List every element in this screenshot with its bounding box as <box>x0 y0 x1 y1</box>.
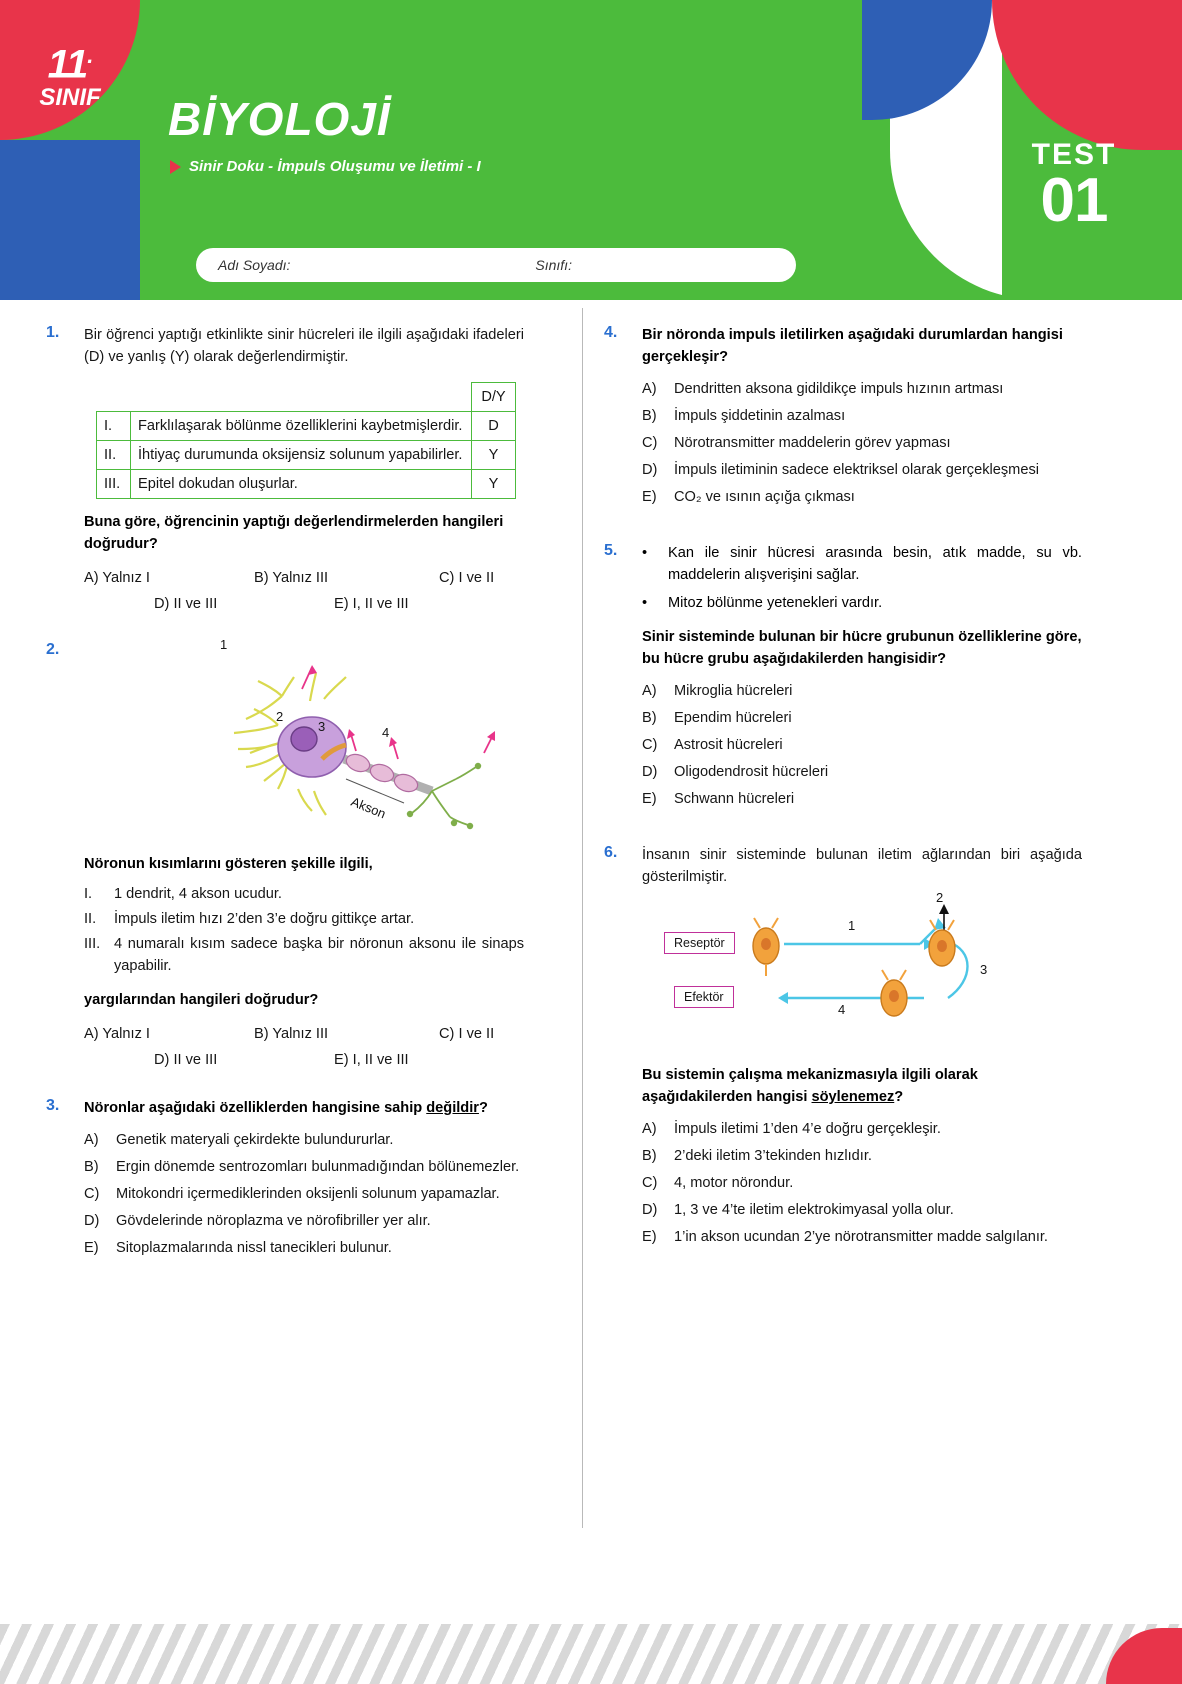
row-roman: II. <box>97 441 131 470</box>
option-letter: E) <box>642 791 657 807</box>
option-text: Genetik materyali çekirdekte bulundururlar. <box>116 1132 394 1148</box>
question-3-lead-underline: değildir <box>426 1100 479 1116</box>
option-text: Mitokondri içermediklerinden oksijenli solunum yapamazlar. <box>116 1186 500 1202</box>
option-text: 2’deki iletim 3’tekinden hızlıdır. <box>674 1148 872 1164</box>
option-text: Ependim hücreleri <box>674 710 792 726</box>
question-1-number: 1. <box>46 324 60 341</box>
table-row <box>97 470 516 499</box>
option-b[interactable] <box>84 1156 524 1178</box>
page-footer <box>0 1588 1182 1684</box>
option-text: İmpuls iletiminin sadece elektriksel olarak gerçekleşmesi <box>674 462 1039 478</box>
option-letter: C) <box>642 737 658 753</box>
option-e[interactable] <box>642 1226 1082 1248</box>
question-3-number: 3. <box>46 1097 60 1114</box>
footer-stripe-pattern <box>0 1624 1182 1684</box>
option-text: CO₂ ve ısının açığa çıkması <box>674 489 855 505</box>
option-a[interactable] <box>642 378 1082 400</box>
question-2-roman-list <box>84 883 524 977</box>
grade-number <box>22 36 118 87</box>
reflex-arc-diagram <box>662 890 1062 1052</box>
option-a[interactable]: A) Yalnız I <box>84 570 150 586</box>
row-roman: III. <box>97 470 131 499</box>
option-letter: B) <box>642 710 657 726</box>
option-letter: C) <box>642 1175 658 1191</box>
triangle-bullet-icon <box>170 160 181 174</box>
test-number: 01 <box>1040 166 1108 235</box>
question-4-lead: Bir nöronda impuls iletilirken aşağıdaki durumlardan hangisi gerçekleşir? <box>642 327 1063 365</box>
bullet-dot-icon: • <box>642 595 648 611</box>
option-b[interactable] <box>642 405 1082 427</box>
option-b[interactable]: B) Yalnız III <box>254 1026 329 1042</box>
question-1-lead: Buna göre, öğrencinin yaptığı değerlendirmelerden hangileri doğrudur? <box>84 514 504 552</box>
bullet-item <box>642 592 1082 614</box>
option-letter: B) <box>642 408 657 424</box>
figure-label-1: 1 <box>220 637 228 652</box>
question-6-lead-underline: söylenemez <box>811 1089 895 1105</box>
question-3-options <box>84 1129 524 1259</box>
name-field-label: Adı Soyadı: <box>218 257 291 273</box>
question-6-number: 6. <box>604 844 618 861</box>
class-field-label: Sınıfı: <box>535 257 572 273</box>
option-letter: C) <box>84 1186 100 1202</box>
roman-item <box>84 883 524 905</box>
question-4 <box>604 324 1082 508</box>
effector-box: Efektör <box>674 986 734 1008</box>
option-text: Nörotransmitter maddelerin görev yapması <box>674 435 951 451</box>
question-4-options <box>642 378 1082 508</box>
bullet-item <box>642 542 1082 586</box>
option-e[interactable] <box>84 1237 524 1259</box>
subject-title: BİYOLOJİ <box>168 93 391 145</box>
question-6-lead <box>642 1064 1082 1108</box>
table-header-dy: D/Y <box>472 383 516 412</box>
option-d[interactable]: D) II ve III <box>154 1052 218 1068</box>
roman-item <box>84 908 524 930</box>
option-d[interactable] <box>642 1199 1082 1221</box>
reflex-arc-svg <box>662 902 1062 1052</box>
option-text: 1, 3 ve 4’te iletim elektrokimyasal yolla olur. <box>674 1202 954 1218</box>
option-c[interactable] <box>642 1172 1082 1194</box>
option-letter: D) <box>642 1202 658 1218</box>
option-letter: A) <box>642 683 657 699</box>
figure-label-1: 1 <box>848 918 856 933</box>
option-letter: B) <box>84 1159 99 1175</box>
bullet-dot-icon: • <box>642 545 648 561</box>
question-2 <box>46 637 524 1073</box>
page-content <box>0 300 1182 1283</box>
question-3-lead-end: ? <box>478 1100 488 1116</box>
receptor-box: Reseptör <box>664 932 735 954</box>
option-text: Mikroglia hücreleri <box>674 683 793 699</box>
option-text: Schwann hücreleri <box>674 791 795 807</box>
question-3-lead-main: Nöronlar aşağıdaki özelliklerden hangisine sahip <box>84 1100 427 1116</box>
option-b[interactable]: B) Yalnız III <box>254 570 329 586</box>
question-1-table <box>96 382 516 499</box>
question-2-lead: Nöronun kısımlarını gösteren şekille ilgili, <box>84 856 373 872</box>
option-letter: D) <box>84 1213 100 1229</box>
test-word: TEST <box>1031 138 1117 171</box>
header-left-blue-shape <box>0 140 140 300</box>
roman-number: II. <box>84 911 97 927</box>
option-c[interactable] <box>642 432 1082 454</box>
option-letter: A) <box>84 1132 99 1148</box>
roman-number: III. <box>84 936 101 952</box>
option-c[interactable]: C) I ve II <box>439 1026 495 1042</box>
table-row <box>97 441 516 470</box>
question-5-lead: Sinir sisteminde bulunan bir hücre grubunun özelliklerine göre, bu hücre grubu aşağıdakilerden hangisidir? <box>642 629 1082 667</box>
question-1-options <box>84 565 524 617</box>
option-e[interactable]: E) I, II ve III <box>334 596 409 612</box>
row-roman: I. <box>97 412 131 441</box>
option-letter: E) <box>642 1229 657 1245</box>
question-3 <box>46 1097 524 1259</box>
page-header <box>0 0 1182 300</box>
question-1 <box>46 324 524 617</box>
question-2-lead2: yargılarından hangileri doğrudur? <box>84 992 319 1008</box>
option-e[interactable] <box>642 486 1082 508</box>
option-c[interactable]: C) I ve II <box>439 570 495 586</box>
question-6-options <box>642 1118 1082 1248</box>
right-column <box>566 324 1132 1283</box>
question-5-number: 5. <box>604 542 618 559</box>
row-text: İhtiyaç durumunda oksijensiz solunum yapabilirler. <box>131 441 472 470</box>
topic-title: Sinir Doku - İmpuls Oluşumu ve İletimi - I <box>189 158 481 175</box>
option-c[interactable] <box>642 734 1082 756</box>
table-header-row <box>97 383 516 412</box>
roman-text: 1 dendrit, 4 akson ucudur. <box>114 886 282 902</box>
option-letter: A) <box>642 1121 657 1137</box>
grade-label: SINIF <box>39 84 101 112</box>
neuron-diagram <box>154 637 554 841</box>
figure-label-2: 2 <box>936 890 944 905</box>
option-c[interactable] <box>84 1183 524 1205</box>
option-text: Gövdelerinde nöroplazma ve nörofibriller yer alır. <box>116 1213 431 1229</box>
question-5 <box>604 542 1082 810</box>
option-letter: E) <box>84 1240 99 1256</box>
svg-text:Akson: Akson <box>348 793 389 822</box>
option-e[interactable] <box>642 788 1082 810</box>
option-d[interactable] <box>642 761 1082 783</box>
roman-number: I. <box>84 886 93 902</box>
option-text: İmpuls şiddetinin azalması <box>674 408 846 424</box>
table-row <box>97 412 516 441</box>
option-text: 1’in akson ucundan 2’ye nörotransmitter madde salgılanır. <box>674 1229 1048 1245</box>
figure-label-3: 3 <box>980 962 988 977</box>
figure-label-3: 3 <box>318 719 326 734</box>
bullet-text: Mitoz bölünme yetenekleri vardır. <box>668 595 883 611</box>
bullet-text: Kan ile sinir hücresi arasında besin, atık madde, su vb. maddelerin alışverişini sağlar. <box>668 545 1082 583</box>
topic-row <box>170 158 481 175</box>
roman-text: İmpuls iletim hızı 2’den 3’e doğru gittikçe artar. <box>114 911 415 927</box>
option-letter: B) <box>642 1148 657 1164</box>
grade-dot: . <box>87 43 93 68</box>
option-d[interactable] <box>84 1210 524 1232</box>
option-letter: C) <box>642 435 658 451</box>
option-text: 4, motor nörondur. <box>674 1175 794 1191</box>
option-letter: D) <box>642 462 658 478</box>
option-text: İmpuls iletimi 1’den 4’e doğru gerçekleşir. <box>674 1121 941 1137</box>
option-e[interactable]: E) I, II ve III <box>334 1052 409 1068</box>
option-d[interactable] <box>642 459 1082 481</box>
question-3-lead <box>84 1097 524 1119</box>
option-text: Dendritten aksona gidildikçe impuls hızının artması <box>674 381 1004 397</box>
option-b[interactable] <box>642 1145 1082 1167</box>
test-badge <box>1004 138 1144 235</box>
grade-badge <box>22 36 118 132</box>
question-2-options <box>84 1021 524 1073</box>
question-5-bullets <box>642 542 1082 614</box>
figure-label-4: 4 <box>838 1002 846 1017</box>
option-a[interactable] <box>642 680 1082 702</box>
grade-number-text: 11 <box>47 42 88 87</box>
neuron-svg <box>154 641 554 841</box>
option-letter: A) <box>642 381 657 397</box>
option-letter: E) <box>642 489 657 505</box>
option-a[interactable]: A) Yalnız I <box>84 1026 150 1042</box>
option-a[interactable] <box>84 1129 524 1151</box>
question-1-stem: Bir öğrenci yaptığı etkinlikte sinir hücreleri ile ilgili aşağıdaki ifadeleri (D) ve yanlış (Y) olarak değerlendirmiştir. <box>84 327 524 365</box>
figure-label-2: 2 <box>276 709 284 724</box>
roman-item <box>84 933 524 977</box>
option-a[interactable] <box>642 1118 1082 1140</box>
question-6-lead-end: ? <box>894 1089 904 1105</box>
option-text: Astrosit hücreleri <box>674 737 783 753</box>
question-2-number: 2. <box>46 641 60 658</box>
left-column <box>0 324 566 1283</box>
option-letter: D) <box>642 764 658 780</box>
option-text: Oligodendrosit hücreleri <box>674 764 829 780</box>
row-text: Epitel dokudan oluşurlar. <box>131 470 472 499</box>
question-6-lead-main: Bu sistemin çalışma mekanizmasıyla ilgili olarak aşağıdakilerden hangisi <box>642 1067 978 1105</box>
roman-text: 4 numaralı kısım sadece başka bir nöronun aksonu ile sinaps yapabilir. <box>114 936 524 974</box>
question-6-stem: İnsanın sinir sisteminde bulunan iletim ağlarından biri aşağıda gösterilmiştir. <box>642 847 1082 885</box>
option-d[interactable]: D) II ve III <box>154 596 218 612</box>
row-dy-value: Y <box>472 470 516 499</box>
figure-label-4: 4 <box>382 725 390 740</box>
row-dy-value: Y <box>472 441 516 470</box>
row-dy-value: D <box>472 412 516 441</box>
option-text: Ergin dönemde sentrozomları bulunmadığından bölünemezler. <box>116 1159 520 1175</box>
option-b[interactable] <box>642 707 1082 729</box>
row-text: Farklılaşarak bölünme özelliklerini kaybetmişlerdir. <box>131 412 472 441</box>
question-5-options <box>642 680 1082 810</box>
question-4-number: 4. <box>604 324 618 341</box>
option-text: Sitoplazmalarında nissl tanecikleri bulunur. <box>116 1240 392 1256</box>
student-info-bar[interactable] <box>196 248 796 282</box>
question-6 <box>604 844 1082 1248</box>
